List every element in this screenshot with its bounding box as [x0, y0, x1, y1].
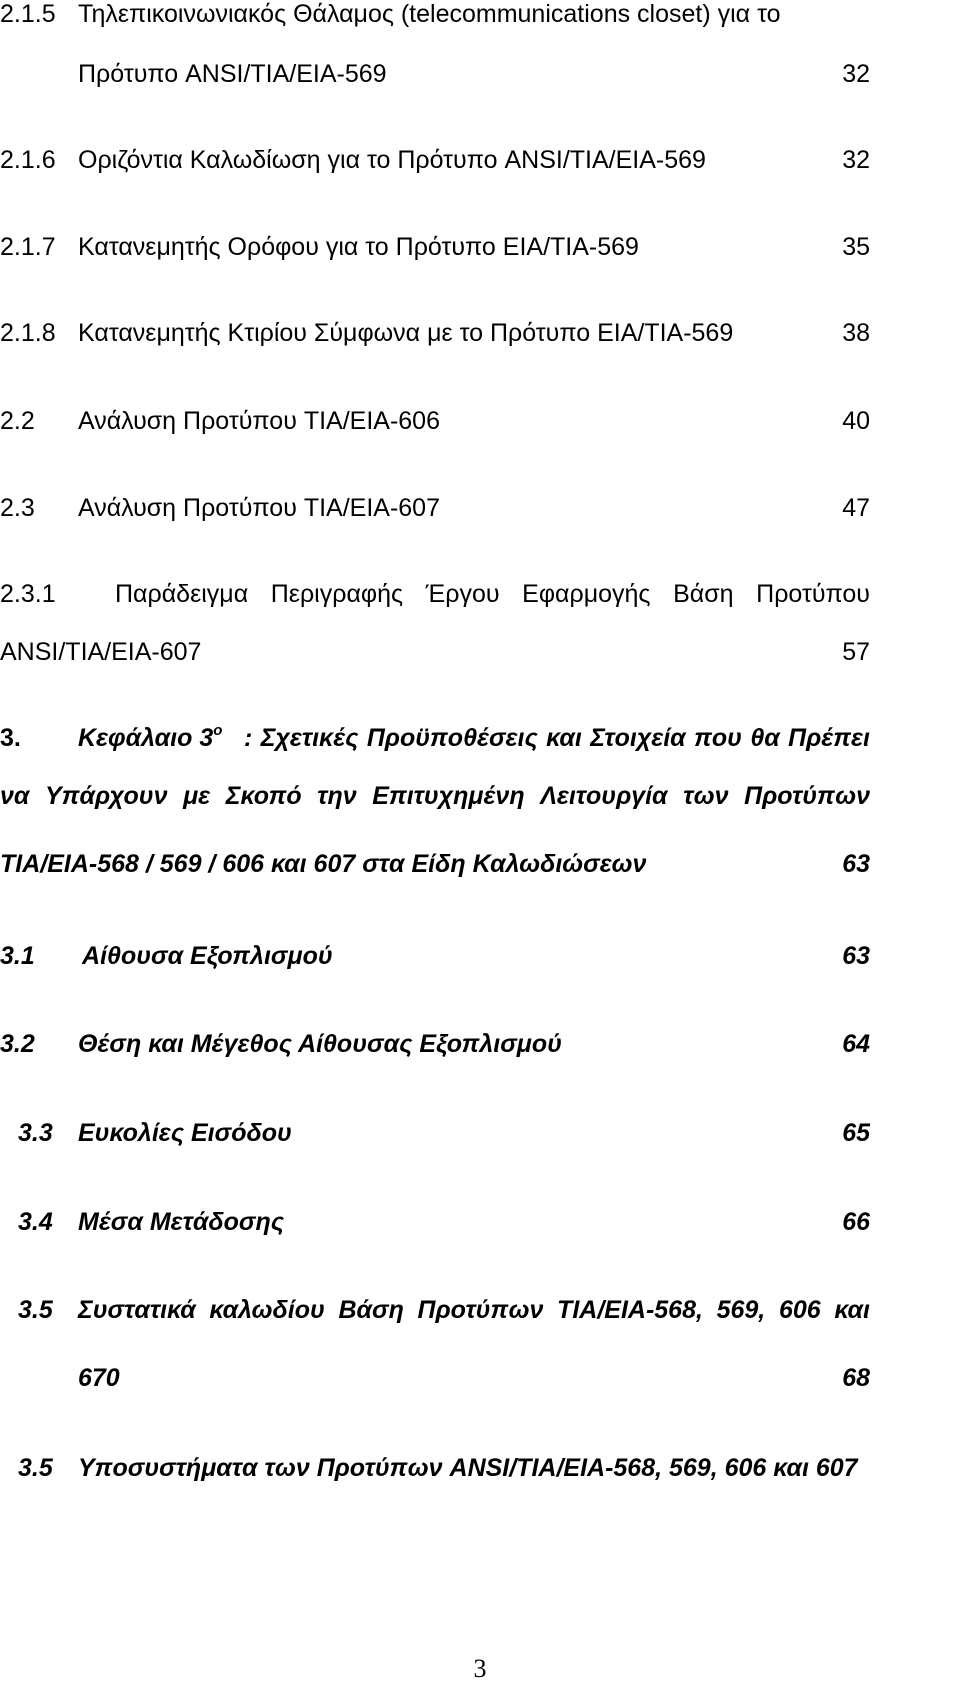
- toc-title: Οριζόντια Καλωδίωση για το Πρότυπο ANSI/TIA/EIA-569: [78, 146, 706, 174]
- toc-word: Επιτυχημένη: [372, 782, 525, 810]
- toc-entry-2-3: [0, 488, 960, 528]
- toc-page-number: 63: [842, 850, 870, 878]
- toc-word: Προτύπων: [744, 782, 870, 810]
- toc-page-number: 68: [842, 1364, 870, 1392]
- toc-entry-3-3: [0, 1113, 960, 1153]
- toc-word: που: [694, 724, 742, 752]
- toc-entry-2-3-1: [0, 574, 960, 614]
- toc-number: 3.3: [18, 1119, 53, 1147]
- toc-page-number: 35: [842, 233, 870, 261]
- toc-entry-2-3-1-cont: [0, 632, 960, 672]
- toc-page-number: 47: [842, 494, 870, 522]
- toc-page-number: 40: [842, 407, 870, 435]
- toc-number: 3.4: [18, 1208, 53, 1236]
- toc-word: Προϋποθέσεις: [366, 724, 538, 752]
- toc-number: 2.2: [0, 407, 35, 435]
- toc-entry-2-2: [0, 401, 960, 441]
- toc-number: 3.5: [18, 1454, 53, 1482]
- toc-entry-3-5a: [0, 1290, 960, 1330]
- toc-word: Πρέπει: [788, 724, 870, 752]
- toc-word: Παράδειγμα: [115, 580, 249, 608]
- toc-page-number: 66: [842, 1208, 870, 1236]
- toc-title: [244, 718, 870, 758]
- toc-title: Υποσυστήματα των Προτύπων ANSI/TIA/EIA-568, 569, 606 και 607: [78, 1454, 858, 1482]
- toc-chapter-prefix: [78, 718, 222, 758]
- toc-entry-3-5b: [0, 1448, 960, 1488]
- toc-number: 2.3.1: [0, 580, 56, 608]
- toc-page-number: 32: [842, 146, 870, 174]
- toc-page-number: 57: [842, 638, 870, 666]
- toc-word: Συστατικά: [78, 1296, 196, 1324]
- toc-title: Αίθουσα Εξοπλισμού: [82, 942, 333, 970]
- toc-word: Βάση: [673, 580, 734, 608]
- toc-word: Σκοπό: [225, 782, 302, 810]
- toc-number: 2.1.5: [0, 0, 56, 28]
- toc-word: Βάση: [338, 1296, 404, 1324]
- toc-word: και: [834, 1296, 870, 1324]
- toc-title: Τηλεπικοινωνιακός Θάλαμος (telecommunications closet) για το: [78, 0, 781, 28]
- toc-word: την: [317, 782, 357, 810]
- toc-number: 3.5: [18, 1296, 53, 1324]
- toc-title-cont: Πρότυπο ANSI/TIA/EIA-569: [78, 60, 387, 88]
- toc-entry-2-1-5-cont: [0, 54, 960, 94]
- toc-number: 2.3: [0, 494, 35, 522]
- toc-word: Έργου: [425, 580, 500, 608]
- toc-number: 2.1.7: [0, 233, 56, 261]
- toc-entry-chapter-3-cont2: [0, 844, 960, 884]
- toc-number: 2.1.6: [0, 146, 56, 174]
- toc-page-number: 32: [842, 60, 870, 88]
- toc-word: :: [244, 724, 253, 752]
- toc-title-cont: [0, 776, 870, 816]
- footer-page-number: 3: [473, 1654, 487, 1683]
- toc-entry-3-4: [0, 1202, 960, 1242]
- toc-word: TIA/EIA-568,: [557, 1296, 703, 1324]
- toc-page-number: 65: [842, 1119, 870, 1147]
- toc-word: Λειτουργία: [540, 782, 668, 810]
- toc-entry-chapter-3-cont: [0, 776, 960, 816]
- toc-word: καλωδίου: [209, 1296, 325, 1324]
- toc-title: Μέσα Μετάδοσης: [78, 1208, 285, 1236]
- toc-word: 569,: [716, 1296, 766, 1324]
- toc-word: να: [0, 782, 30, 810]
- toc-word: Στοιχεία: [590, 724, 686, 752]
- toc-word: Προτύπων: [417, 1296, 544, 1324]
- toc-word: των: [683, 782, 729, 810]
- toc-entry-2-1-6: [0, 140, 960, 180]
- toc-title: Κατανεμητής Ορόφου για το Πρότυπο EIA/TIA-569: [78, 233, 639, 261]
- toc-word: Εφαρμογής: [522, 580, 651, 608]
- toc-word: Υπάρχουν: [45, 782, 168, 810]
- toc-entry-3-1: [0, 936, 960, 976]
- toc-number: 3.1: [0, 942, 35, 970]
- toc-word: 606: [778, 1296, 821, 1324]
- toc-title: Κατανεμητής Κτιρίου Σύμφωνα με το Πρότυπο EIA/TIA-569: [78, 319, 734, 347]
- toc-page-number: 63: [842, 942, 870, 970]
- toc-title: Ευκολίες Εισόδου: [78, 1119, 292, 1147]
- toc-title: [115, 574, 870, 614]
- toc-number: 3.: [0, 724, 21, 752]
- toc-word: Προτύπου: [756, 580, 870, 608]
- toc-entry-3-2: [0, 1024, 960, 1064]
- toc-title-cont: TIA/EIA-568 / 569 / 606 και 607 στα Είδη Καλωδιώσεων: [0, 850, 647, 878]
- toc-word: και: [546, 724, 582, 752]
- toc-entry-3-5a-cont: [0, 1358, 960, 1398]
- toc-title: Ανάλυση Προτύπου TIA/EIA-606: [78, 407, 440, 435]
- toc-entry-2-1-7: [0, 227, 960, 267]
- toc-title-cont: ANSI/TIA/EIA-607: [0, 638, 202, 666]
- toc-number: 3.2: [0, 1030, 35, 1058]
- toc-title: [78, 1290, 870, 1330]
- toc-entry-2-1-8: [0, 313, 960, 353]
- toc-page-number: 38: [842, 319, 870, 347]
- toc-chapter-label: Κεφάλαιο 3: [78, 724, 214, 752]
- toc-number: 2.1.8: [0, 319, 56, 347]
- toc-word: Περιγραφής: [270, 580, 404, 608]
- toc-title: Ανάλυση Προτύπου TIA/EIA-607: [78, 494, 440, 522]
- toc-entry-2-1-5: [0, 0, 960, 34]
- toc-title: Θέση και Μέγεθος Αίθουσας Εξοπλισμού: [78, 1030, 562, 1058]
- toc-chapter-superscript: ο: [213, 721, 223, 739]
- toc-word: Σχετικές: [260, 724, 359, 752]
- toc-title-cont: 670: [78, 1364, 120, 1392]
- toc-entry-chapter-3: [0, 718, 960, 758]
- toc-page-number: 64: [842, 1030, 870, 1058]
- toc-word: με: [183, 782, 211, 810]
- toc-word: θα: [750, 724, 780, 752]
